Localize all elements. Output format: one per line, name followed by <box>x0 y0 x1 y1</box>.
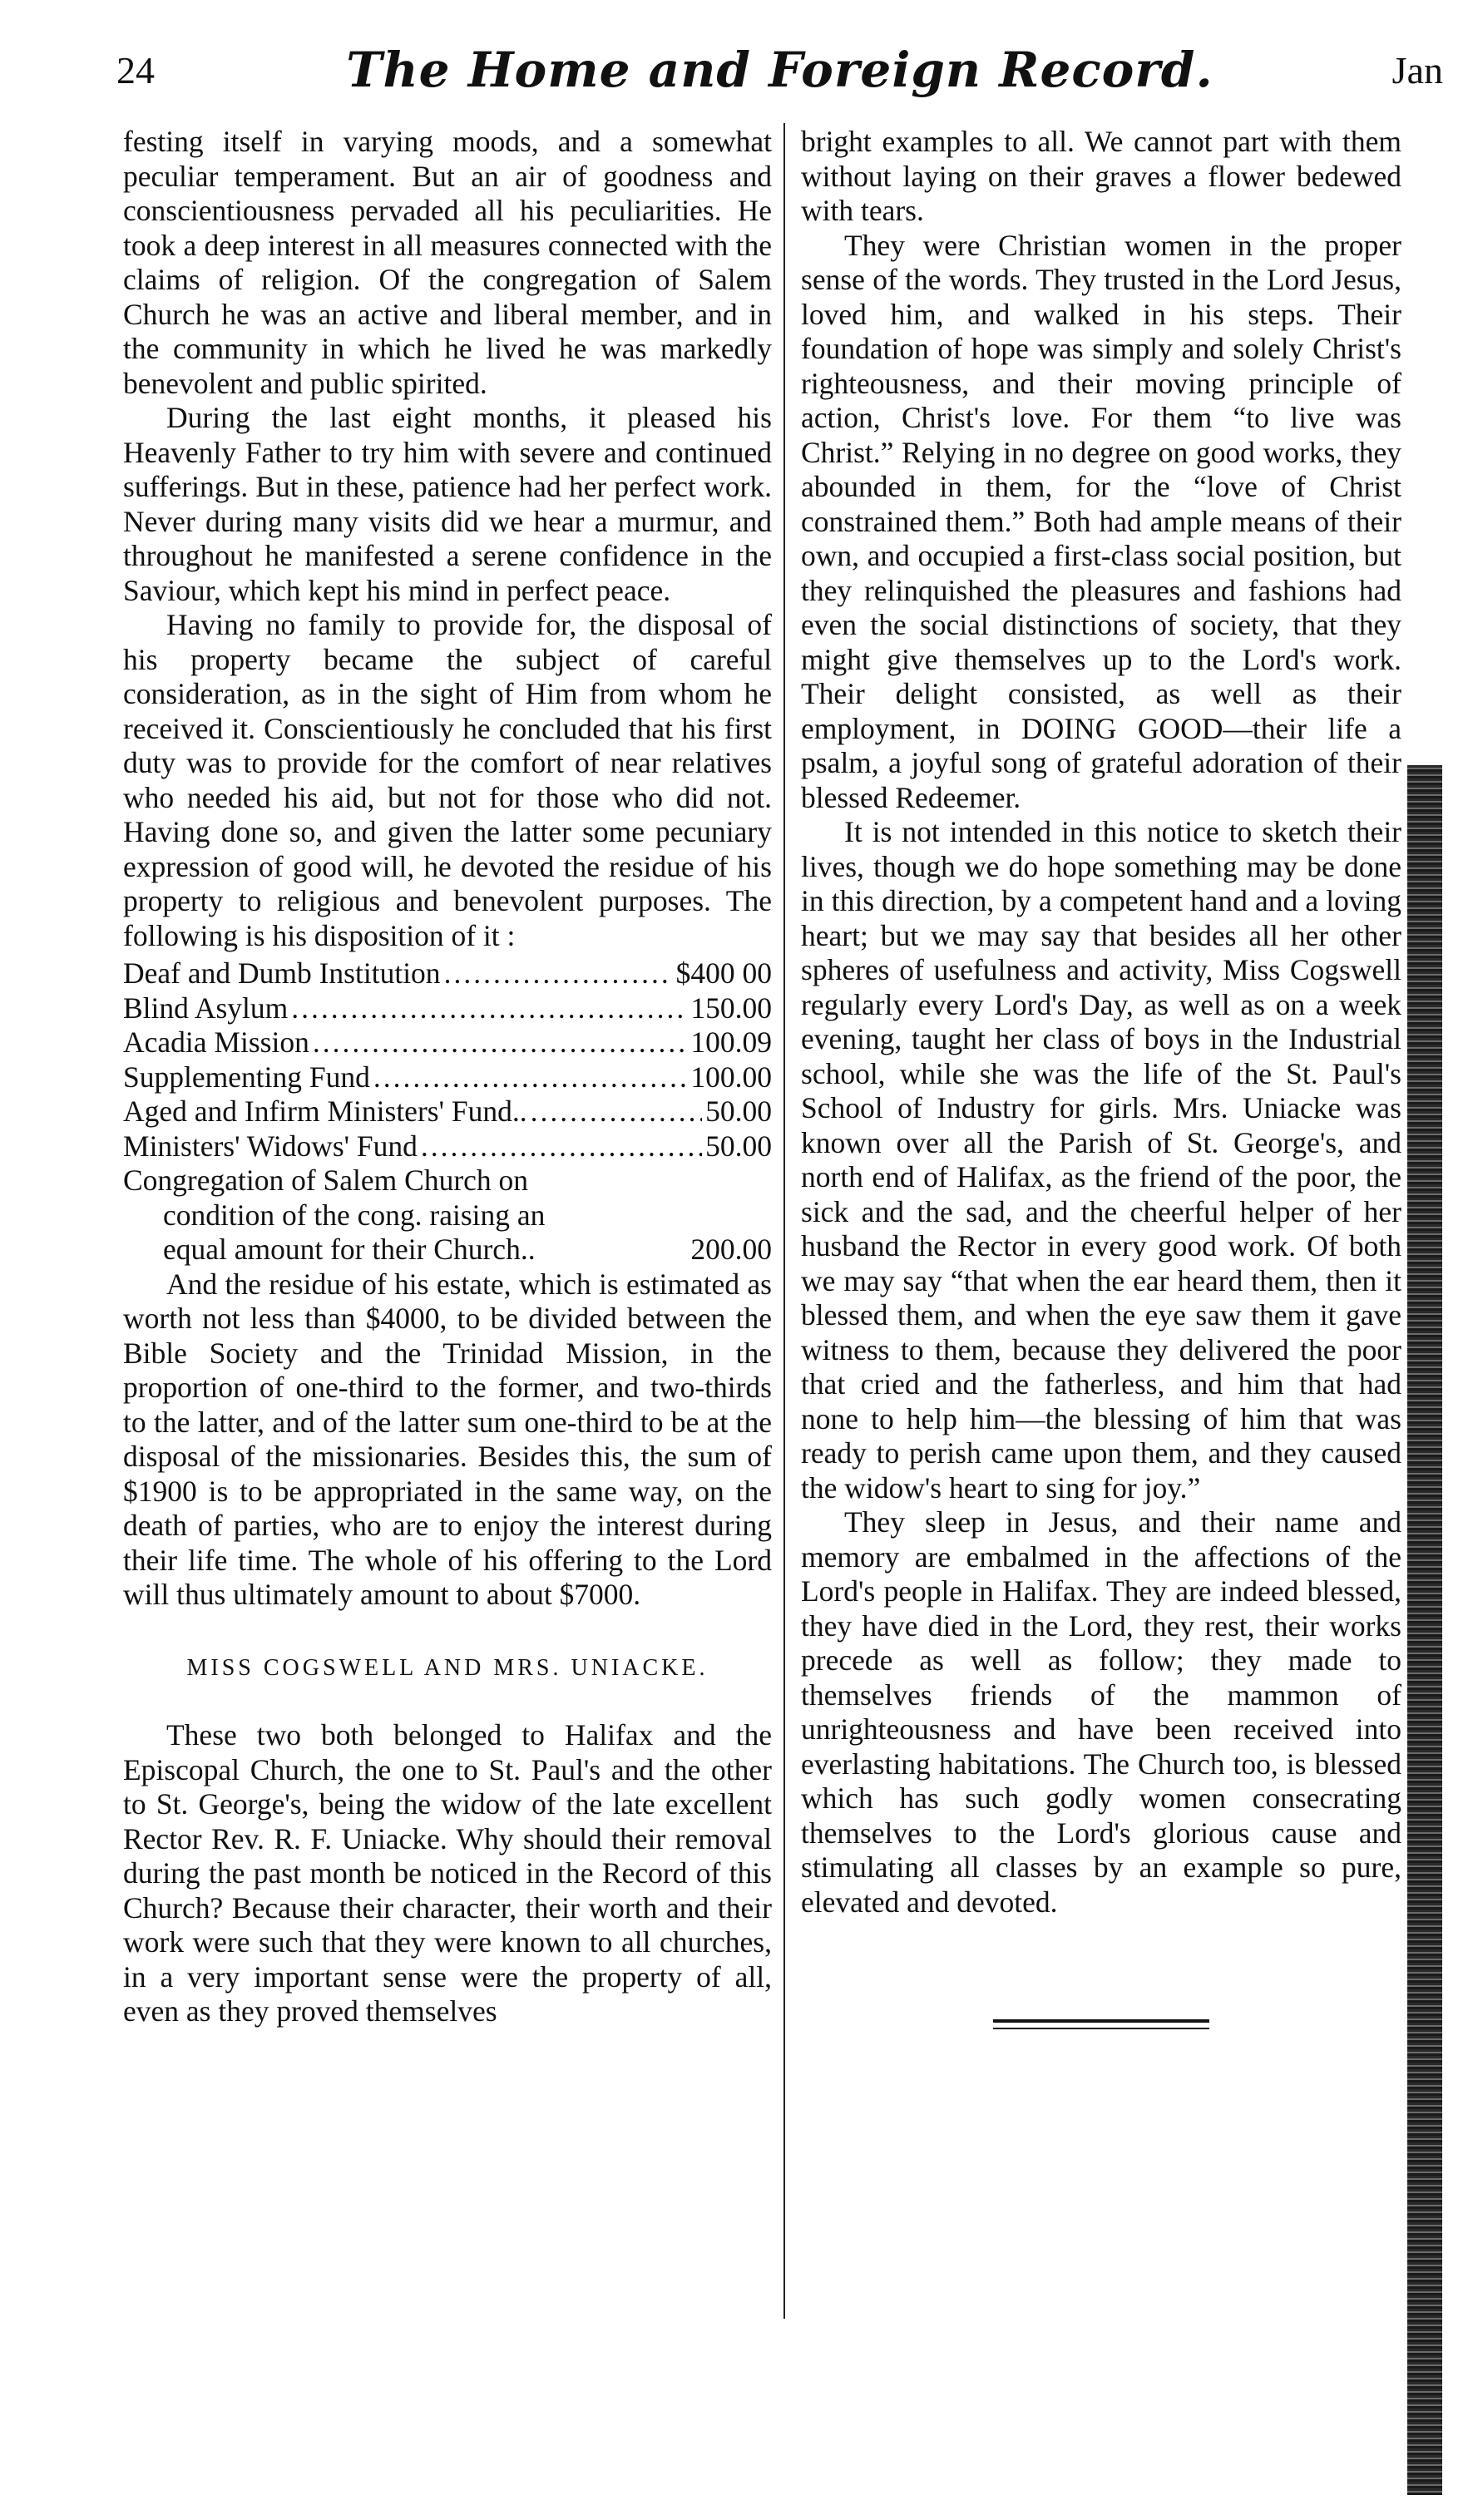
donation-row <box>123 956 772 991</box>
paragraph: And the residue of his estate, which is estimated as worth not less than $4000, to be divided between the Bible Society and the Trinidad Mission, in the proportion of one-third to the former, and two-thirds to the latter, and of the latter sum one-third to be at the disposal of the missionaries. Besides this, the sum of $1900 is to be appropriated in the same way, on the death of parties, who are to enjoy the interest during their life time. The whole of his offering to the Lord will thus ultimately amount to about $7000. <box>123 1267 772 1611</box>
donation-list <box>123 956 772 1267</box>
paragraph: During the last eight months, it pleased his Heavenly Father to try him with severe and continued sufferings. But in these, patience had her perfect work. Never during many visits did we hear a murmur, and throughout he manifested a serene confidence in the Saviour, which kept his mind in perfect peace. <box>123 401 772 607</box>
donation-amount: 100.00 <box>690 1060 772 1094</box>
donation-name: Blind Asylum <box>123 991 289 1025</box>
paragraph: These two both belonged to Halifax and the Episcopal Church, the one to St. Paul's and the other to St. George's, being the widow of the late excellent Rector Rev. R. F. Uniacke. Why should their removal during the past month be noticed in the Record of this Church? Because their character, their worth and their work were such that they were known to all churches, in a very important sense were the property of all, even as they proved themselves <box>123 1718 772 2028</box>
donation-amount: 100.09 <box>690 1025 772 1059</box>
donation-line-last <box>123 1233 772 1267</box>
leader-dots <box>531 1094 703 1129</box>
donation-row <box>123 1025 772 1060</box>
donation-line: condition of the cong. raising an <box>163 1198 546 1232</box>
end-rule <box>993 2019 1209 2029</box>
paragraph: festing itself in varying moods, and a somewhat peculiar temperament. But an air of goodness and conscientiousness pervaded all his peculiarities. He took a deep interest in all measures connected with the claims of religion. Of the congregation of Salem Church he was an active and liberal member, and in the community in which he lived he was markedly benevolent and public spirited. <box>123 125 772 400</box>
donation-name: Acadia Mission <box>123 1025 309 1059</box>
donation-row-multiline <box>123 1164 772 1267</box>
right-column <box>801 125 1401 2029</box>
paragraph: bright examples to all. We cannot part with them without laying on their graves a flower bedewed with tears. <box>801 125 1401 227</box>
leader-dots <box>444 956 673 991</box>
donation-name: Supplementing Fund <box>123 1060 370 1094</box>
donation-amount: 50.00 <box>705 1094 772 1128</box>
leader-dots <box>421 1129 702 1164</box>
page-header <box>116 42 1443 116</box>
donation-amount: 200.00 <box>690 1233 772 1266</box>
donation-line: Congregation of Salem Church on <box>123 1164 529 1197</box>
scan-edge-shadow <box>1407 765 1442 2495</box>
page-number: 24 <box>116 49 155 91</box>
donation-row <box>123 1060 772 1095</box>
donation-row <box>123 1129 772 1164</box>
paragraph: They sleep in Jesus, and their name and memory are embalmed in the affections of the Lord's people in Halifax. They are indeed blessed, they have died in the Lord, they rest, their works precede as well as follow; they made to themselves friends of the mammon of unrighteousness and have been received into everlasting habitations. The Church too, is blessed which has such godly women consecrating themselves to the Lord's glorious cause and stimulating all classes by an example so pure, elevated and devoted. <box>801 1505 1401 1919</box>
donation-row <box>123 991 772 1026</box>
left-column <box>123 125 772 2029</box>
running-title: The Home and Foreign Record. <box>346 42 1213 98</box>
donation-name: Ministers' Widows' Fund <box>123 1129 418 1163</box>
column-divider <box>783 123 785 2319</box>
running-month: Jan <box>1391 49 1443 91</box>
donation-line: equal amount for their Church.. <box>163 1233 536 1266</box>
donation-amount: 150.00 <box>690 991 772 1025</box>
leader-dots <box>313 1025 688 1060</box>
donation-row <box>123 1094 772 1129</box>
donation-amount: $400 00 <box>675 956 772 990</box>
paragraph: Having no family to provide for, the disposal of his property became the subject of careful consideration, as in the sight of Him from whom he received it. Conscientiously he concluded that his first duty was to provide for the comfort of near relatives who needed his aid, but not for those who did not. Having done so, and given the latter some pecuniary expression of good will, he devoted the residue of his property to religious and benevolent purposes. The following is his disposition of it : <box>123 608 772 952</box>
donation-name: Deaf and Dumb Institution <box>123 956 441 990</box>
section-heading: MISS COGSWELL AND MRS. UNIACKE. <box>186 1654 709 1681</box>
paragraph: It is not intended in this notice to sketch their lives, though we do hope something may be done in this direction, by a competent hand and a loving heart; but we may say that besides all her other spheres of usefulness and activity, Miss Cogswell regularly every Lord's Day, as well as on a week evening, taught her class of boys in the Industrial school, while she was the life of the St. Paul's School of Industry for girls. Mrs. Uniacke was known over all the Parish of St. George's, and north end of Halifax, as the friend of the poor, the sick and the sad, and the cheerful helper of her husband the Rector in every good work. Of both we may say “that when the ear heard them, then it blessed them, and when the eye saw them it gave witness to them, because they delivered the poor that cried and the fatherless, and him that had none to help him—the blessing of him that was ready to perish came upon them, and they caused the widow's heart to sing for joy.” <box>801 815 1401 1505</box>
paragraph: They were Christian women in the proper sense of the words. They trusted in the Lord Jesus, loved him, and walked in his steps. Their foundation of hope was simply and solely Christ's righteousness, and their moving principle of action, Christ's love. For them “to live was Christ.” Relying in no degree on good works, they abounded in them, for the “love of Christ constrained them.” Both had ample means of their own, and occupied a first-class social position, but they relinquished the pleasures and fashions had even the social distinctions of society, that they might give themselves up to the Lord's work. Their delight consisted, as well as their employment, in DOING GOOD—their life a psalm, a joyful song of grateful adoration of their blessed Redeemer. <box>801 228 1401 814</box>
leader-dots <box>291 991 687 1026</box>
leader-dots <box>373 1060 688 1095</box>
donation-name: Aged and Infirm Ministers' Fund.. <box>123 1094 527 1128</box>
donation-amount: 50.00 <box>705 1129 772 1163</box>
